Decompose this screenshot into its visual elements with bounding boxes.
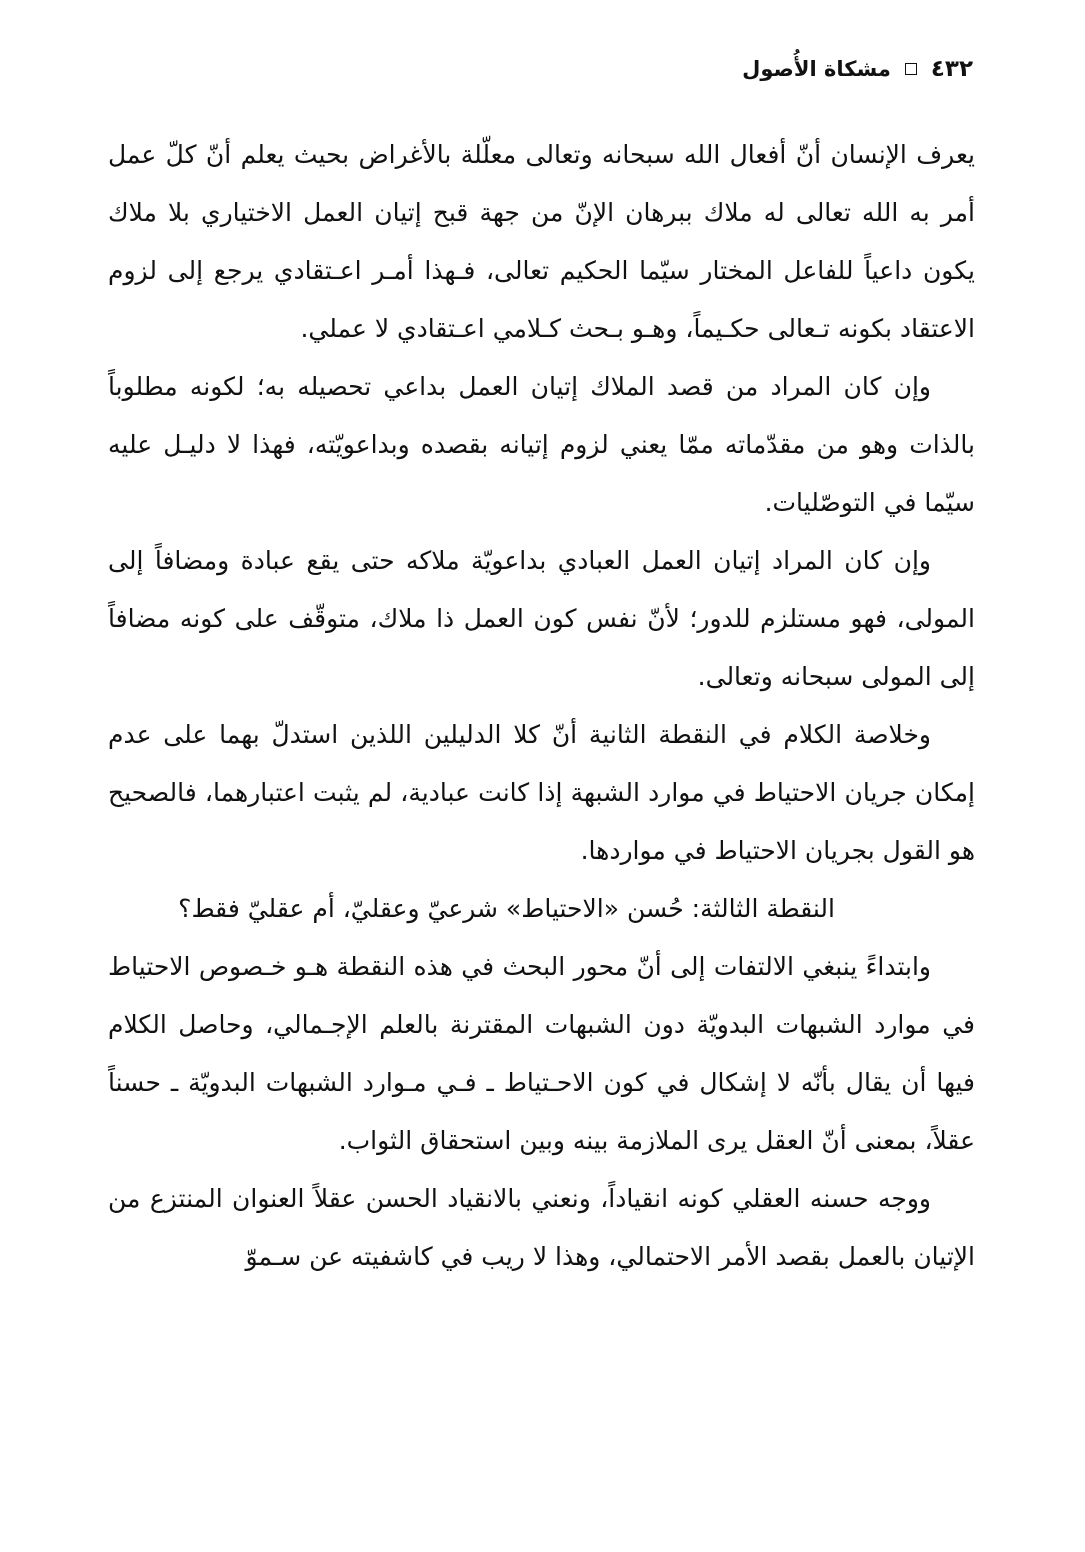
square-separator-icon <box>905 63 917 75</box>
paragraph: وخلاصة الكلام في النقطة الثانية أنّ كلا الدليلين اللذين استدلّ بهما على عدم إمكان جريان الاحتياط في موارد الشبهة إذا كانت عبادية، لم يثبت اعتبارهما، فالصحيح هو القول بجريان الاحتياط في مواردها. <box>108 720 975 865</box>
running-header <box>742 52 973 86</box>
page-number: ٤٣٢ <box>930 56 973 82</box>
book-title: مشكاة الأُصول <box>742 57 891 81</box>
paragraph: وإن كان المراد من قصد الملاك إتيان العمل بداعي تحصيله به؛ لكونه مطلوباً بالذات وهو من مقدّماته ممّا يعني لزوم إتيانه بقصده وبداعويّته، فهذا لا دليـل عليه سيّما في التوصّليات. <box>108 372 975 517</box>
paragraph: وإن كان المراد إتيان العمل العبادي بداعويّة ملاكه حتى يقع عبادة ومضافاً إلى المولى، فهو مستلزم للدور؛ لأنّ نفس كون العمل ذا ملاك، متوقّف على كونه مضافاً إلى المولى سبحانه وتعالى. <box>108 546 975 691</box>
section-heading: النقطة الثالثة: حُسن «الاحتياط» شرعيّ وعقليّ، أم عقليّ فقط؟ <box>178 894 835 923</box>
body-text <box>108 126 975 1286</box>
paragraph: ووجه حسنه العقلي كونه انقياداً، ونعني بالانقياد الحسن عقلاً العنوان المنتزع من الإتيان بالعمل بقصد الأمر الاحتمالي، وهذا لا ريب في كاشفيته عن سـموّ <box>108 1184 975 1271</box>
paragraph: يعرف الإنسان أنّ أفعال الله سبحانه وتعالى معلّلة بالأغراض بحيث يعلم أنّ كلّ عمل أمر به الله تعالى له ملاك ببرهان الإنّ من جهة قبح إتيان العمل الاختياري بلا ملاك يكون داعياً للفاعل المختار سيّما الحكيم تعالى، فـهذا أمـر اعـتقادي يرجع إلى لزوم الاعتقاد بكونه تـعالى حكـيماً، وهـو بـحث كـلامي اعـتقادي لا عملي. <box>108 140 975 343</box>
paragraph: وابتداءً ينبغي الالتفات إلى أنّ محور البحث في هذه النقطة هـو خـصوص الاحتياط في موارد الشبهات البدويّة دون الشبهات المقترنة بالعلم الإجـمالي، وحاصل الكلام فيها أن يقال بأنّه لا إشكال في كون الاحـتياط ـ فـي مـوارد الشبهات البدويّة ـ حسناً عقلاً، بمعنى أنّ العقل يرى الملازمة بينه وبين استحقاق الثواب. <box>108 952 975 1155</box>
